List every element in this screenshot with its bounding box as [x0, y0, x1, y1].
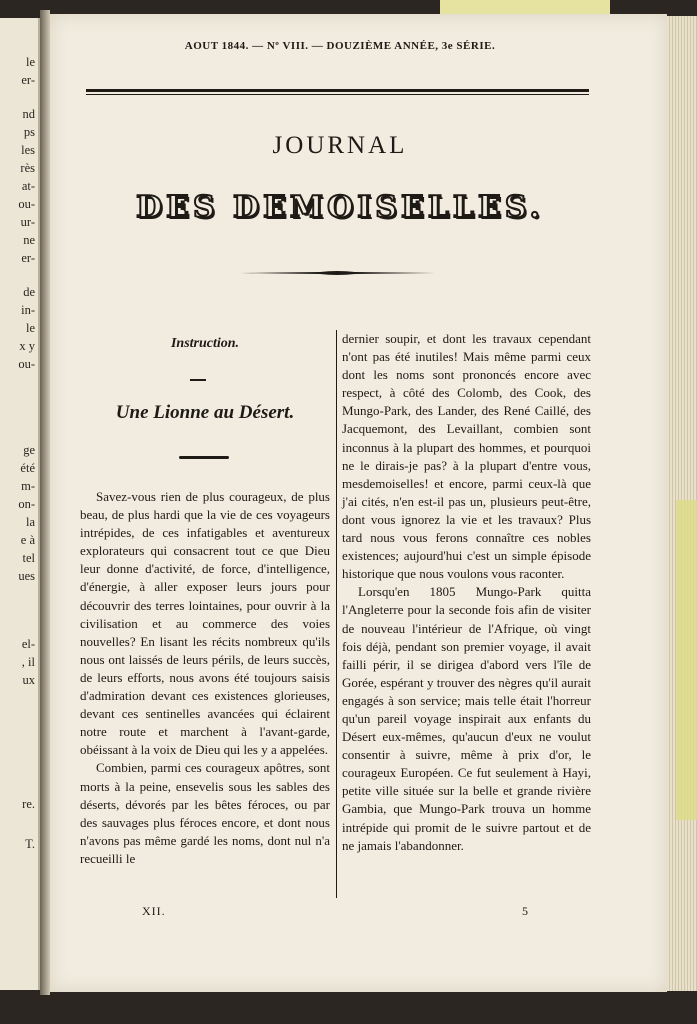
facing-page-text: ne — [23, 233, 35, 247]
column-divider — [336, 330, 337, 898]
facing-page-text: le — [25, 321, 35, 335]
facing-page-text: re. — [22, 797, 35, 811]
facing-page-text: ur- — [20, 215, 35, 229]
facing-page-text: at- — [21, 179, 35, 193]
masthead-demoiselles: DES DEMOISELLES. — [136, 190, 544, 225]
column-left — [80, 488, 330, 868]
facing-page-text: T. — [25, 837, 35, 851]
article-title: Une Lionne au Désert. — [115, 402, 295, 423]
facing-page-text: ou- — [18, 197, 35, 211]
facing-page-text: ou- — [18, 357, 35, 371]
column-right — [342, 330, 591, 855]
page-number: 5 — [522, 904, 528, 918]
header-rule — [86, 89, 589, 92]
paragraph: Lorsqu'en 1805 Mungo-Park quitta l'Angleterre pour la seconde fois afin de visiter de nouveau l'intérieur de l'Afrique, où vingt fois déjà, pendant son premier voyage, il avait failli périr, il se dirigea d'abord vers l'île de Gorée, espérant y trouver des nègres qu'il aurait engagés à son service; mais telle était l'horreur qu'un pareil voyage inspirait aux enfants du Désert eux-mêmes, qu'aucun d'eux ne voulut consentir à suivre, même à prix d'or, le courageux Européen. Ce fut seulement à Hayi, petite ville située sur la belle et grande rivière Gambia, que Mungo-Park trouva un homme intrépide qui promit de le suivre partout et de ne jamais l'abandonner. — [342, 584, 591, 853]
paragraph: Combien, parmi ces courageux apôtres, sont morts à la peine, ensevelis sous les sables des déserts, dévorés par les bêtes féroces, ou par des sauvages plus féroces encore, et dont nous n'avons pas même gardé les noms, dont nul n'a recueilli le — [80, 760, 330, 866]
facing-page-text: tel — [22, 551, 35, 565]
facing-page-text: rès — [20, 161, 35, 175]
facing-page-text: er- — [21, 73, 35, 87]
facing-page-text: on- — [18, 497, 35, 511]
facing-page-text: le — [25, 55, 35, 69]
facing-page-text: de — [23, 285, 35, 299]
facing-page-text: nd — [22, 107, 35, 121]
facing-page-text: el- — [21, 637, 35, 651]
facing-page-text: m- — [21, 479, 35, 493]
facing-page-text: x y — [19, 339, 35, 353]
book-spine — [40, 10, 50, 995]
signature-mark: XII. — [142, 904, 166, 918]
rubric-dash — [190, 379, 206, 381]
header-rule-thin — [86, 94, 589, 95]
facing-page-text: ps — [23, 125, 35, 139]
facing-page-text: été — [20, 461, 35, 475]
paragraph: dernier soupir, et dont les travaux cependant n'ont pas été inutiles! Mais même parmi ceux dont les noms sont prononcés encore avec respect, à côté des Colomb, des Cook, des Mungo-Park, des Lander, des René Caillé, des Jacquemont, des Levaillant, combien sont inconnus à la plupart des hommes, et pourquoi ne le dirais-je pas? à la plupart d'entre vous, mesdemoiselles! et encore, parmi ceux-là que j'ai cités, n'en est-il pas un, plusieurs peut-être, dont vous ignorez la vie et les travaux? Plus tard nous vous ferons connaître ces nobles existences; aujourd'hui c'est un simple épisode historique que nous voulons vous raconter. — [342, 331, 591, 582]
facing-page-fragment — [0, 18, 40, 990]
facing-page-text: ge — [23, 443, 35, 457]
facing-page-text: in- — [21, 303, 35, 317]
section-rubric: Instruction. — [170, 336, 240, 351]
facing-page-text: er- — [21, 251, 35, 265]
facing-page-text: e à — [20, 533, 35, 547]
ornament-rule — [240, 270, 435, 276]
paragraph: Savez-vous rien de plus courageux, de plus beau, de plus hardi que la vie de ces voyageurs intrépides, de ces infatigables et aventureux explorateurs qui consacrent tout ce que Dieu leur donne d'activité, de force, d'intelligence, d'énergie, à aller exposer leurs jours pour découvrir des terres lointaines, pour ouvrir à la civilisation et au commerce des voies nouvelles? En lisant les récits nombreux qu'ils nous ont laissés de leurs périls, de leurs succès, de leurs efforts, nous avons été toujours saisis d'admiration devant ces existences glorieuses, devant ces sentinelles avancées qui éclairent notre route et marchent à l'avant-garde, obéissant à la voix de Dieu qui les y a appelées. — [80, 489, 330, 758]
paper-tab-side — [676, 500, 697, 820]
facing-page-text: la — [25, 515, 35, 529]
facing-page-text: ux — [22, 673, 35, 687]
facing-page-text: les — [21, 143, 35, 157]
masthead-journal: JOURNAL — [272, 132, 408, 159]
facing-page-text: ues — [18, 569, 35, 583]
title-dash — [179, 456, 229, 459]
issue-line: AOUT 1844. — Nº VIII. — DOUZIÈME ANNÉE, 3e SÉRIE. — [184, 40, 496, 52]
facing-page-text: , il — [21, 655, 35, 669]
